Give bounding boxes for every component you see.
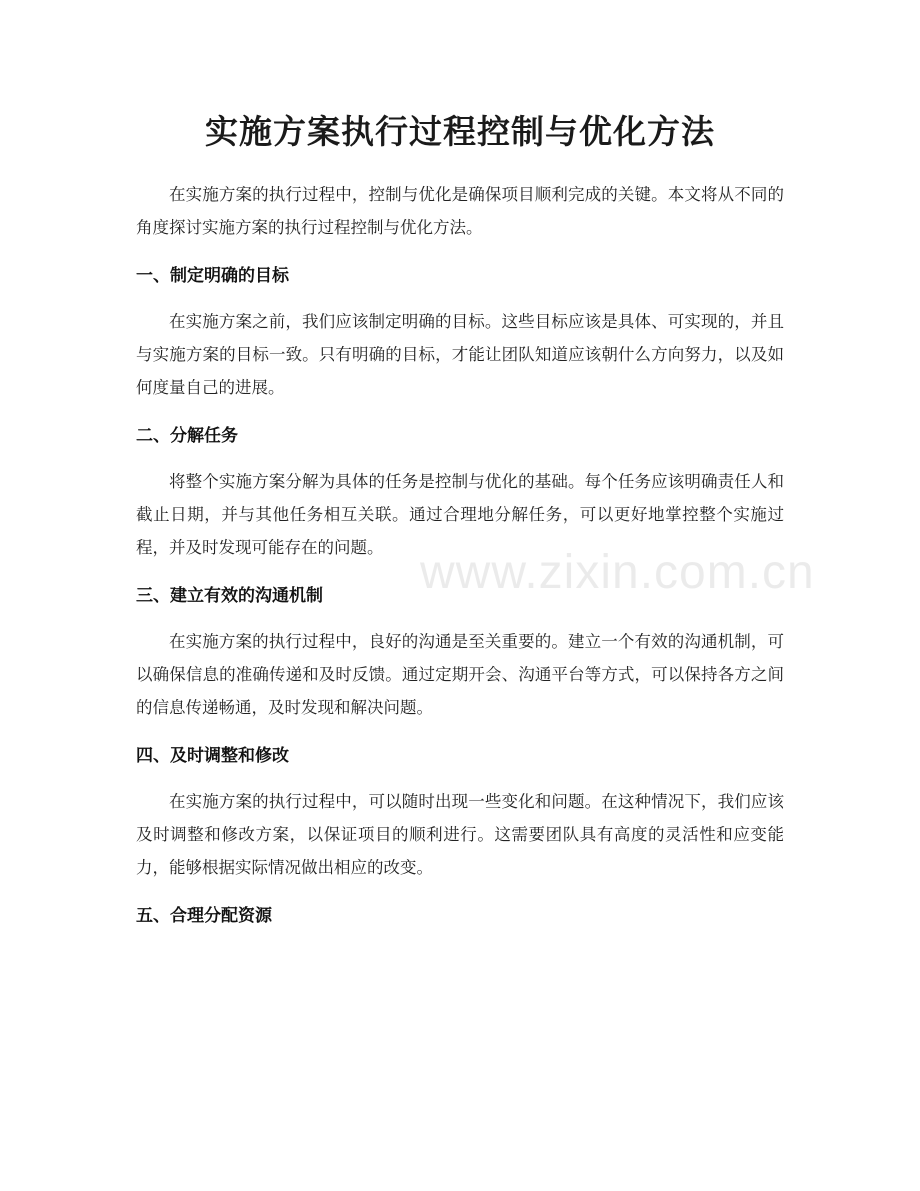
watermark: www.zixin.com.cn [420,546,815,599]
section-heading-5: 五、合理分配资源 [136,906,272,926]
section-heading-2: 二、分解任务 [136,426,238,446]
section-paragraph-4: 在实施方案的执行过程中，可以随时出现一些变化和问题。在这种情况下，我们应该及时调整和修改方案，以保证项目的顺利进行。这需要团队具有高度的灵活性和应变能力，能够根据实际情况做出相应的改变。 [136,792,784,877]
document-body [136,178,784,945]
section-paragraph-2: 将整个实施方案分解为具体的任务是控制与优化的基础。每个任务应该明确责任人和截止日期，并与其他任务相互关联。通过合理地分解任务，可以更好地掌控整个实施过程，并及时发现可能存在的问题。 [136,472,784,557]
section-paragraph-3: 在实施方案的执行过程中，良好的沟通是至关重要的。建立一个有效的沟通机制，可以确保信息的准确传递和及时反馈。通过定期开会、沟通平台等方式，可以保持各方之间的信息传递畅通，及时发现和解决问题。 [136,632,784,717]
section-heading-1: 一、制定明确的目标 [136,266,289,286]
document-title: 实施方案执行过程控制与优化方法 [205,112,715,151]
section-heading-3: 三、建立有效的沟通机制 [136,586,323,606]
section-paragraph-1: 在实施方案之前，我们应该制定明确的目标。这些目标应该是具体、可实现的，并且与实施方案的目标一致。只有明确的目标，才能让团队知道应该朝什么方向努力，以及如何度量自己的进展。 [136,312,784,397]
intro-paragraph: 在实施方案的执行过程中，控制与优化是确保项目顺利完成的关键。本文将从不同的角度探讨实施方案的执行过程控制与优化方法。 [136,185,784,237]
section-heading-4: 四、及时调整和修改 [136,746,289,766]
